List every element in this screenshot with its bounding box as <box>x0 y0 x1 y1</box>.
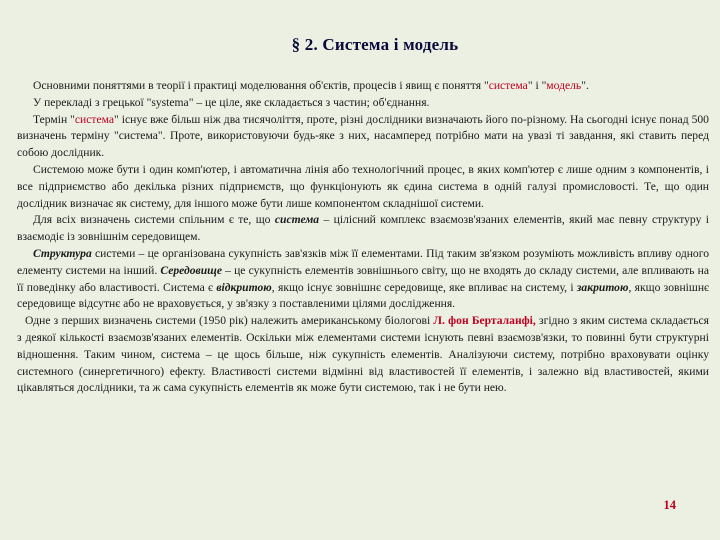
p6-text-d: – це сукупність елементів зовнішнього світу, що не входять до складу системи, але впливають на її поведінку або властивості. Система є <box>17 263 709 294</box>
p1-text-c: " і " <box>527 79 547 92</box>
p6-term-closed: закритою <box>576 280 629 294</box>
p6-text-b: системи – це організована сукупність зав'язків між її елементами. Під таким зв'язком розуміють можливість впливу одного елементу системи на інший. <box>17 246 709 277</box>
paragraph-7 <box>17 313 709 397</box>
body-text <box>17 78 709 397</box>
p3-text-a: Термін " <box>33 112 75 126</box>
p1-text-e: ". <box>581 79 589 92</box>
p6-text-h: , якщо зовнішнє середовище відсутнє або не враховується, у зв'язку з поставленими цілями дослідження. <box>17 280 709 311</box>
p1-text-a: Основними поняттями в теорії і практиці моделювання об'єктів, процесів і явищ є поняття " <box>33 79 489 92</box>
p5-text-a: Для всіх визначень системи спільним є те, що <box>33 213 275 227</box>
p7-author-name: Л. фон Берталанфі, <box>433 314 536 328</box>
p1-term-system: система <box>488 79 528 92</box>
page-number: 14 <box>663 498 676 512</box>
paragraph-6 <box>17 246 709 313</box>
p3-text-c: " існує вже більш ніж два тисячоліття, проте, різні дослідники визначають його по-різному. На сьогодні існує понад 500 визначень терміну "система". Проте, використовуючи будь-яке з них, насамперед потрібно мати на увазі ті завдання, які ставить перед собою дослідник. <box>17 112 709 160</box>
page-title: § 2. Система і модель <box>291 35 459 54</box>
p6-term-environment: Середовище <box>160 263 222 277</box>
p1-term-model: модель <box>546 79 582 92</box>
paragraph-5 <box>17 212 709 246</box>
paragraph-4: Системою може бути і один комп'ютер, і автоматична лінія або технологічний процес, в яких комп'ютер є лише одним з компонентів, і все підприємство або декілька різних підприємств, що функціонують як єдина система в одній галузі промисловості. Те, що один дослідник визначає як систему, для іншого може бути лише компонентом складнішої системи. <box>17 162 709 210</box>
p5-text-c: – цілісний комплекс взаємозв'язаних елементів, який має певну структуру і взаємодіє із зовнішнім середовищем. <box>17 213 709 244</box>
p6-term-structure: Структура <box>33 246 92 260</box>
p6-text-f: , якщо існує зовнішнє середовище, яке впливає на систему, і <box>271 280 577 294</box>
p5-term-system: система <box>274 213 320 227</box>
paragraph-2: У перекладі з грецької "systema" – це ціле, яке складається з частин; об'єднання. <box>33 95 430 109</box>
p6-term-open: відкритою <box>216 280 272 294</box>
paragraph-1 <box>17 78 709 95</box>
paragraph-3 <box>17 112 709 162</box>
p3-term-system: система <box>74 112 115 126</box>
p7-text-c: згідно з яким система складається з деякої кількості взаємозв'язаних елементів. Оскільки між елементами системи існують певні взаємозв'язки, то повинні бути структурні відношення. Таким чином, система – це щось більше, ніж сукупність елементів. Аналізуючи систему, потрібно враховувати оцінку системного (синергетичного) ефекту. Властивості системи відмінні від властивостей її елементів, і залежно від властивостей, якими цікавляться дослідники, та ж сама сукупність елементів як може бути системою, так і не бути нею. <box>17 314 709 395</box>
p7-text-a: Одне з перших визначень системи (1950 рік) належить американському біологові <box>25 314 434 328</box>
